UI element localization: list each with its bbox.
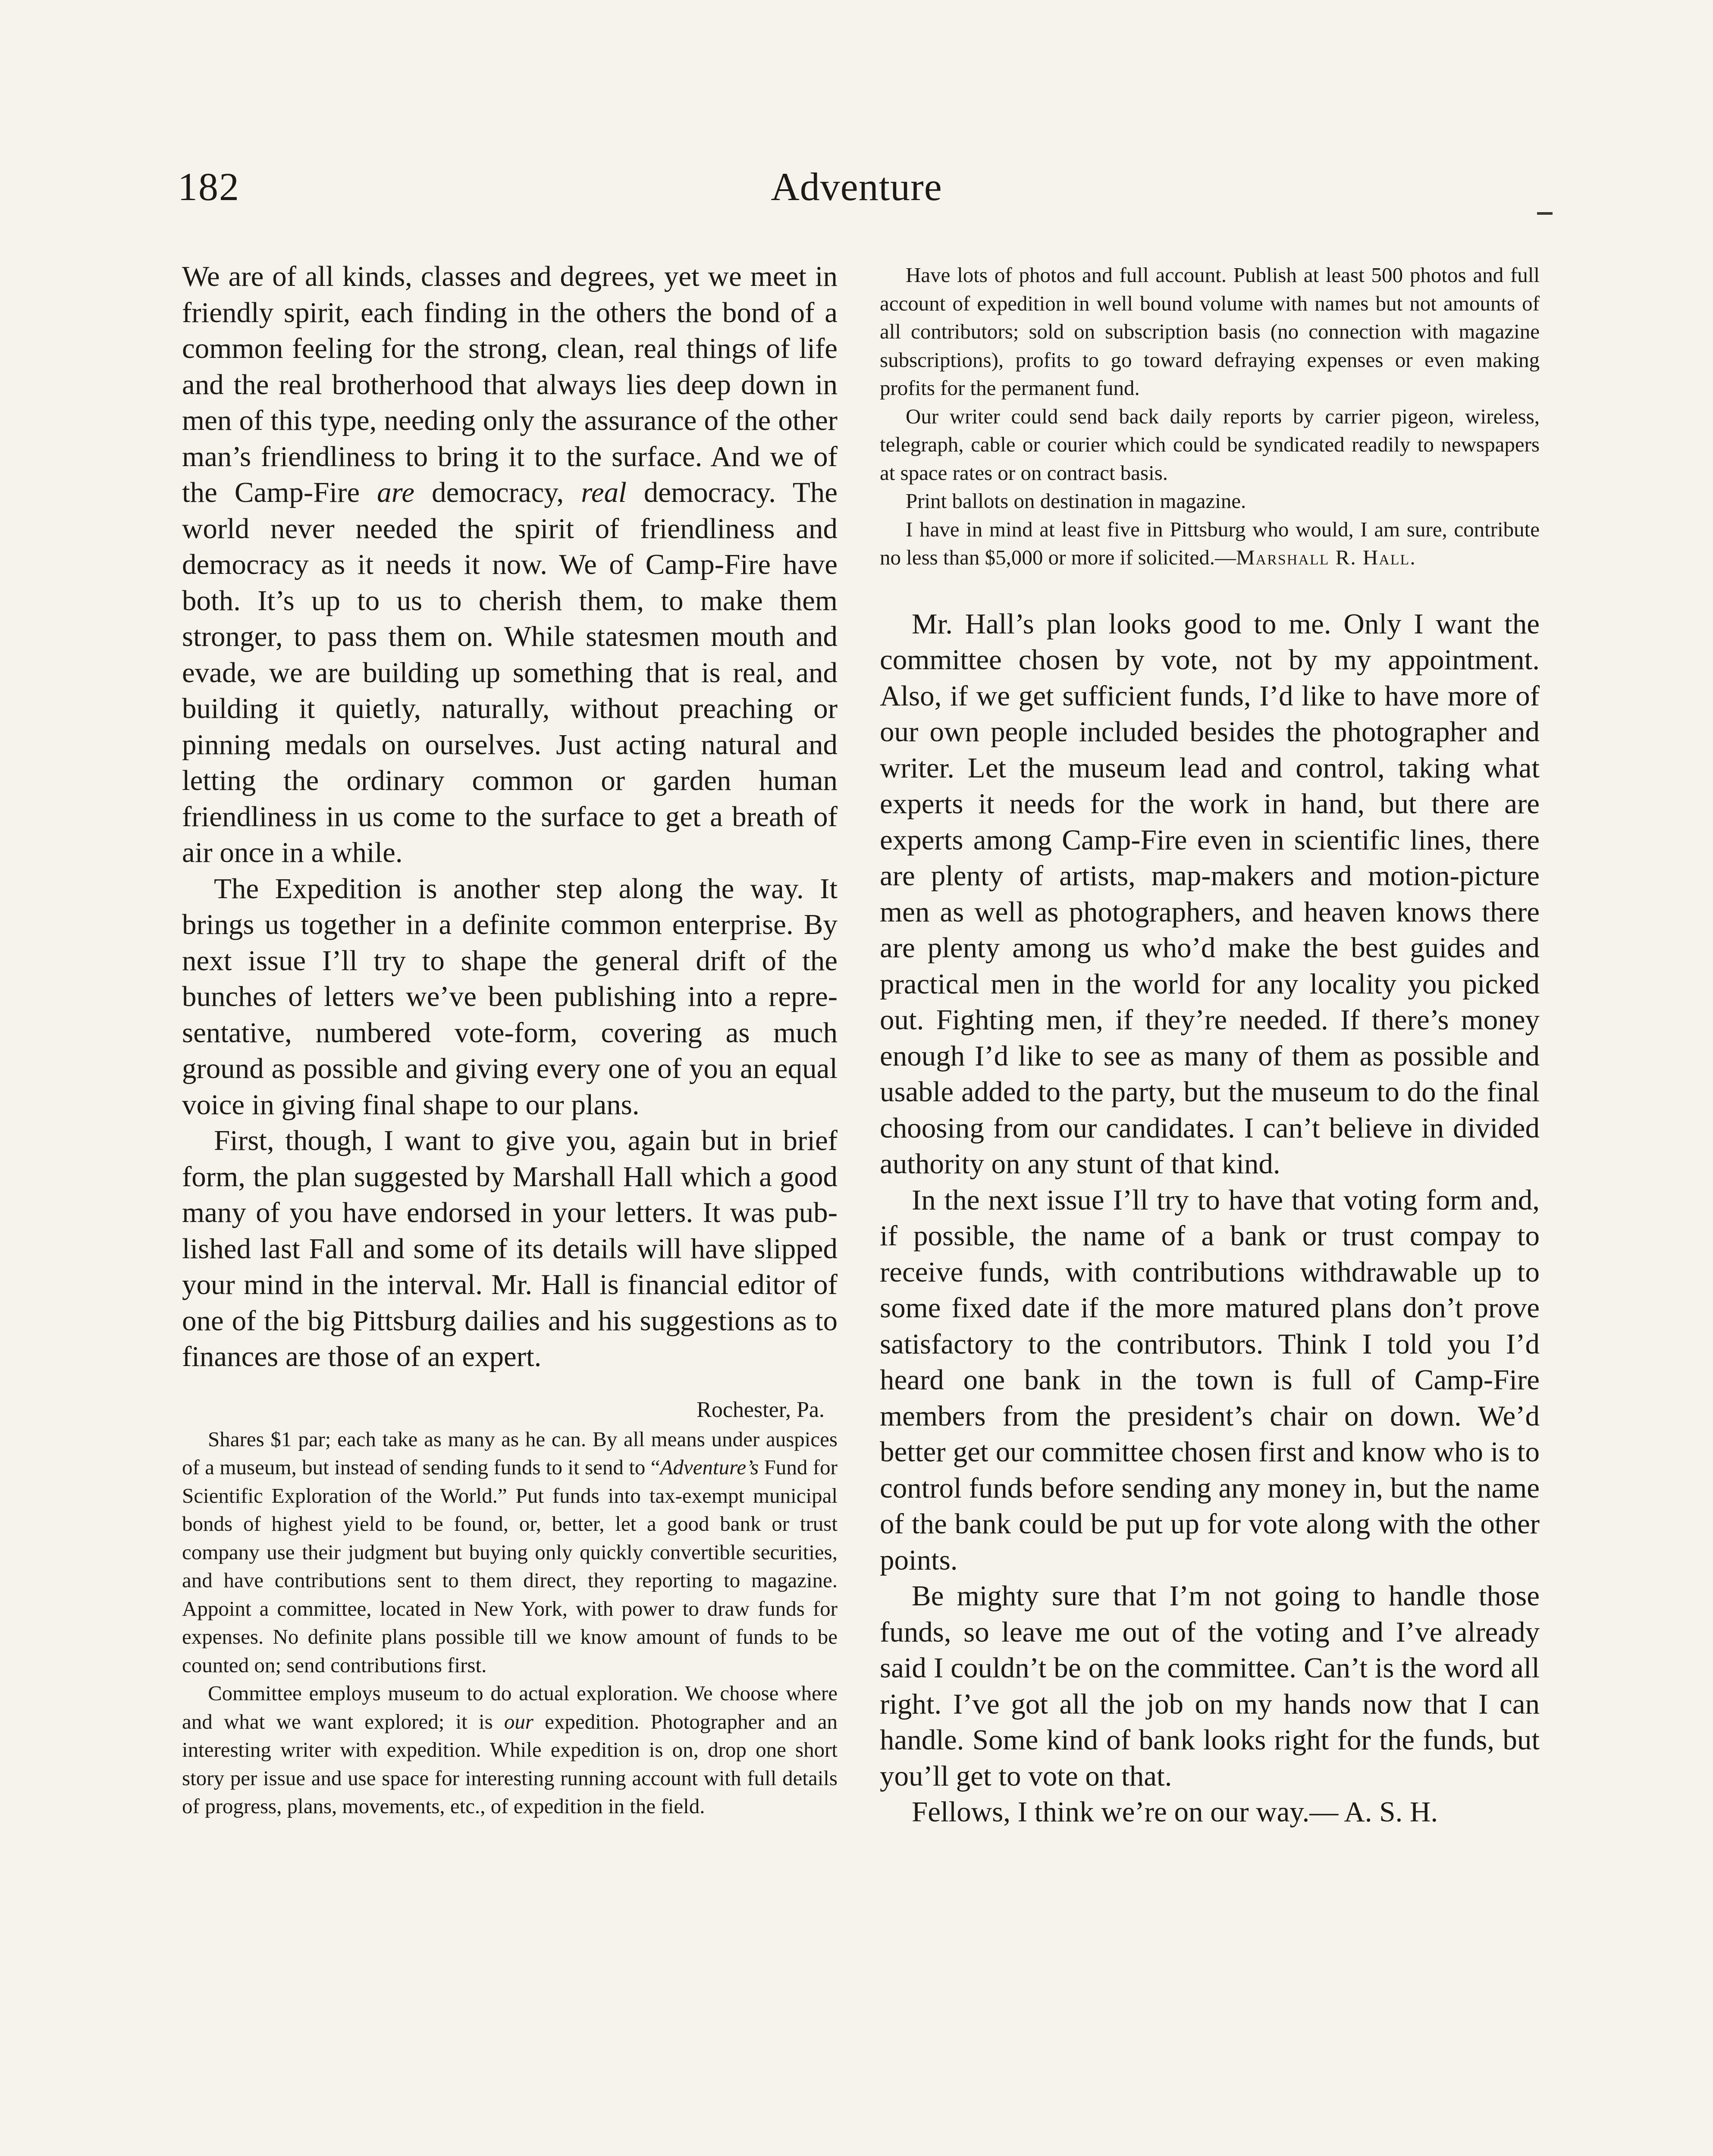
body-paragraph: The Expedition is another step along the way. It brings us together in a definite common enterprise. By next issue I’ll try to shape the general drift of the bunches of letters we’ve been publishing into a representative, numbered vote-form, covering as much ground as possible and giving every one of you an equal voice in giving final shape to our plans. — [182, 872, 838, 1121]
emphasis: Adventure’s — [660, 1455, 759, 1479]
emphasis: our — [504, 1709, 533, 1733]
body-paragraph: In the next issue I’ll try to have that voting form and, if possible, the name of a bank or trust compay to receive funds, with contributions withdrawable up to some fixed date if the more matured plans don’t prove satisfactory to the contributors. Think I told you I’d heard one bank in the town is full of Camp-Fire members from the president’s chair on down. We’d better get our committee chosen first and know who is to control funds before sending any money in, but the name of the bank could be put up for vote along with the other points. — [880, 1184, 1540, 1576]
running-title: Adventure — [771, 165, 942, 209]
quoted-letter-paragraph: Shares $1 par; each take as many as he can. By all means under auspices of a museum, but instead of sending funds to it send to “Adventure’s Fund for Scientific Exploration of the World.” Put funds into tax-exempt municipal bonds of highest yield to be found, or, better, let a good bank or trust company use their judgment but buying only quickly convertible securities, and have contributions sent to them direct, they reporting to magazine. Appoint a committee, located in New York, with power to draw funds for expenses. No definite plans possible till we know amount of funds to be counted on; send contributions first. — [182, 1427, 838, 1677]
quoted-letter-paragraph: Our writer could send back daily reports by carrier pigeon, wireless, telegraph, cable or courier which could be syndicated readily to newspapers at space rates or on contract basis. — [880, 404, 1540, 485]
body-paragraph: We are of all kinds, classes and degrees, yet we meet in friendly spirit, each finding in the others the bond of a common feeling for the strong, clean, real things of life and the real brotherhood that always lies deep down in men of this type, needing only the assurance of the other man’s friendliness to bring it to the surface. And we of the Camp-Fire are democracy, real democracy. The world never needed the spirit of friendliness and democracy as it needs it now. We of Camp-Fire have both. It’s up to us to cherish them, to make them stronger, to pass them on. While statesmen mouth and evade, we are building up something that is real, and building it quietly, naturally, without preaching or pinning medals on ourselves. Just acting natural and letting the ordinary common or garden human friendliness in us come to the surface to get a breath of air once in a while. — [182, 260, 838, 868]
right-column — [880, 261, 1540, 1830]
letter-dateline: Rochester, Pa. — [696, 1397, 825, 1422]
print-mark — [1537, 212, 1553, 215]
quoted-letter-continued — [880, 261, 1540, 572]
emphasis: real — [581, 476, 627, 508]
letter-signature: Marshall R. Hall. — [1236, 545, 1416, 569]
quoted-letter-paragraph: Have lots of photos and full account. Publish at least 500 photos and full account of expedition in well bound volume with names but not amounts of all contributors; sold on subscription basis (no connection with magazine subscriptions), profits to go toward defraying expenses or even making profits for the permanent fund. — [880, 263, 1540, 400]
quoted-letter-paragraph: Committee employs museum to do actual exploration. We choose where and what we want explored; it is our expedition. Photographer and an interesting writer with expedition. While expedition is on, drop one short story per issue and use space for interesting running account with full details of progress, plans, movements, etc., of expedition in the field. — [182, 1681, 838, 1818]
quoted-letter-paragraph: Print ballots on destination in magazine. — [906, 489, 1246, 513]
page-number: 182 — [178, 165, 240, 209]
emphasis: are — [377, 476, 414, 508]
body-paragraph: Mr. Hall’s plan looks good to me. Only I want the committee chosen by vote, not by my appointment. Also, if we get sufficient funds, I’d like to have more of our own people included besides the photographer and writer. Let the museum lead and control, taking what experts it needs for the work in hand, but there are experts among Camp-Fire even in scientific lines, there are plenty of artists, map-makers and motion-picture men as well as photographers, and heaven knows there are plenty among us who’d make the best guides and practical men in the world for any locality you picked out. Fighting men, if they’re needed. If there’s money enough I’d like to see as many of them as possible and usable added to the party, but the museum to do the final choosing from our candidates. I can’t believe in divided authority on any stunt of that kind. — [880, 608, 1540, 1180]
body-paragraph: First, though, I want to give you, again but in brief form, the plan suggested by Marshall Hall which a good many of you have endorsed in your letters. It was published last Fall and some of its details will have slipped your mind in the interval. Mr. Hall is financial editor of one of the big Pittsburg dailies and his suggestions as to finances are those of an expert. — [182, 1125, 838, 1373]
closing-signature-paragraph: Fellows, I think we’re on our way.— A. S. H. — [912, 1796, 1438, 1828]
body-paragraph: Be mighty sure that I’m not going to handle those funds, so leave me out of the voting and I’ve already said I couldn’t be on the committee. Can’t is the word all right. I’ve got all the job on my hands now that I can handle. Some kind of bank looks right for the funds, but you’ll get to vote on that. — [880, 1580, 1540, 1792]
left-column — [182, 259, 838, 1821]
quoted-letter-paragraph: I have in mind at least five in Pittsburg who would, I am sure, contribute no less than $5,000 or more if solicited.—Marshall R. Hall. — [880, 517, 1540, 569]
